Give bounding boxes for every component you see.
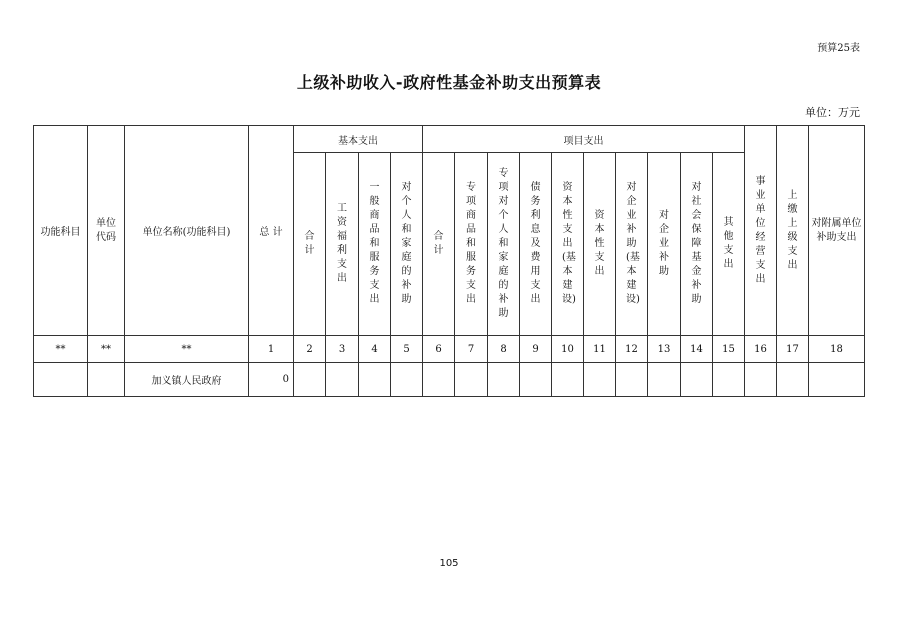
- col-project-enterprise-base: 对企业补助(基本建设): [616, 153, 648, 336]
- cell-total: 0: [249, 363, 294, 397]
- header-row-group: [34, 126, 865, 153]
- col-basic-wages: 工资福利支出: [326, 153, 359, 336]
- col-basic-total: 合计: [294, 153, 326, 336]
- col-project-capital-base: 资本性支出(基本建设): [552, 153, 584, 336]
- col-project-capital: 资本性支出: [584, 153, 616, 336]
- cell-unit-code: [88, 363, 125, 397]
- index-cell: 13: [648, 336, 681, 363]
- index-row: [34, 336, 865, 363]
- index-cell: 17: [777, 336, 809, 363]
- col-affiliated-subsidy: 对附属单位补助支出: [809, 126, 865, 336]
- index-cell: 2: [294, 336, 326, 363]
- index-cell: **: [34, 336, 88, 363]
- group-project-expenditure: 项目支出: [423, 126, 745, 153]
- cell-empty: [326, 363, 359, 397]
- cell-empty: [648, 363, 681, 397]
- col-project-other: 其他支出: [713, 153, 745, 336]
- cell-empty: [520, 363, 552, 397]
- col-project-total: 合计: [423, 153, 455, 336]
- cell-empty: [616, 363, 648, 397]
- cell-empty: [488, 363, 520, 397]
- index-cell: 10: [552, 336, 584, 363]
- unit-label: 单位：万元: [805, 106, 860, 119]
- col-project-enterprise: 对企业补助: [648, 153, 681, 336]
- index-cell: 12: [616, 336, 648, 363]
- index-cell: 11: [584, 336, 616, 363]
- budget-table: [33, 125, 865, 397]
- index-cell: 6: [423, 336, 455, 363]
- cell-empty: [294, 363, 326, 397]
- index-cell: 7: [455, 336, 488, 363]
- col-project-debt: 债务利息及费用支出: [520, 153, 552, 336]
- index-cell: 4: [359, 336, 391, 363]
- index-cell: 3: [326, 336, 359, 363]
- group-basic-expenditure: 基本支出: [294, 126, 423, 153]
- index-cell: 15: [713, 336, 745, 363]
- cell-empty: [745, 363, 777, 397]
- col-unit-name: 单位名称(功能科目): [125, 126, 249, 336]
- col-project-social: 对社会保障基金补助: [681, 153, 713, 336]
- table-row: [34, 363, 865, 397]
- col-func-subject: 功能科目: [34, 126, 88, 336]
- index-cell: **: [88, 336, 125, 363]
- cell-empty: [552, 363, 584, 397]
- col-project-goods: 专项商品和服务支出: [455, 153, 488, 336]
- cell-empty: [391, 363, 423, 397]
- cell-empty: [713, 363, 745, 397]
- page-number: 105: [439, 558, 459, 569]
- col-biz-unit: 事业单位经营支出: [745, 126, 777, 336]
- index-cell: 1: [249, 336, 294, 363]
- index-cell: 8: [488, 336, 520, 363]
- col-unit-code: 单位代码: [88, 126, 125, 336]
- cell-unit-name: 加义镇人民政府: [125, 363, 249, 397]
- col-total: 总 计: [249, 126, 294, 336]
- col-turn-over: 上缴上级支出: [777, 126, 809, 336]
- cell-empty: [359, 363, 391, 397]
- cell-empty: [777, 363, 809, 397]
- cell-empty: [809, 363, 865, 397]
- index-cell: **: [125, 336, 249, 363]
- cell-empty: [681, 363, 713, 397]
- index-cell: 16: [745, 336, 777, 363]
- cell-empty: [423, 363, 455, 397]
- index-cell: 18: [809, 336, 865, 363]
- col-basic-personal: 对个人和家庭的补助: [391, 153, 423, 336]
- cell-func-subject: [34, 363, 88, 397]
- form-number: 预算25表: [817, 43, 860, 54]
- col-project-personal: 专项对个人和家庭的补助: [488, 153, 520, 336]
- cell-empty: [455, 363, 488, 397]
- col-basic-goods: 一般商品和服务支出: [359, 153, 391, 336]
- page-title: 上级补助收入-政府性基金补助支出预算表: [296, 73, 602, 92]
- index-cell: 14: [681, 336, 713, 363]
- index-cell: 5: [391, 336, 423, 363]
- cell-empty: [584, 363, 616, 397]
- index-cell: 9: [520, 336, 552, 363]
